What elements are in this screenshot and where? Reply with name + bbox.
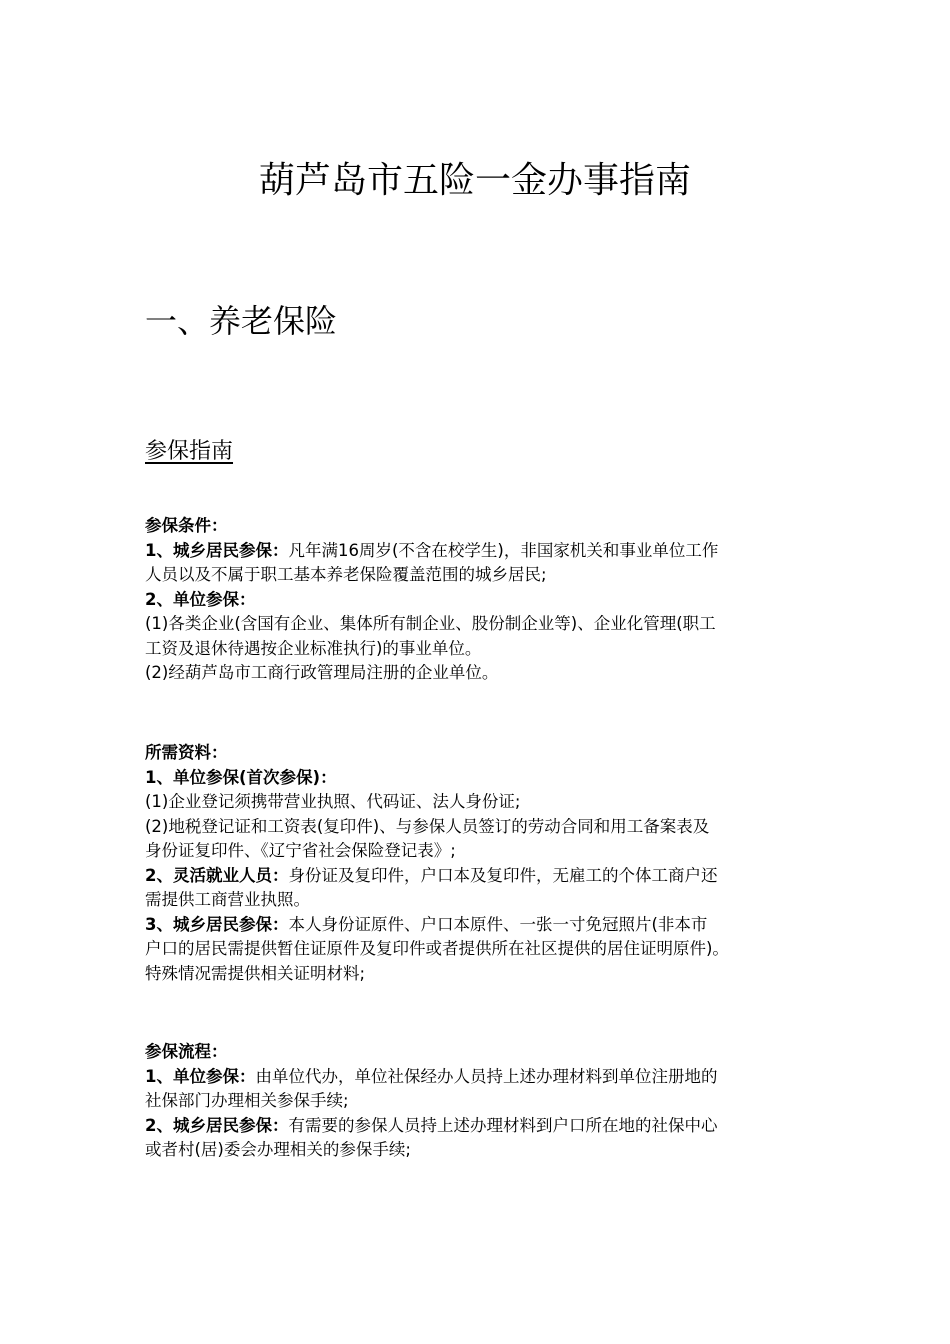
document-title: 葫芦岛市五险一金办事指南 xyxy=(258,160,691,201)
conditions-item-2-sub-1: (1)各类企业(含国有企业、集体所有制企业、股份制企业等)、企业化管理(职工 xyxy=(145,614,716,633)
materials-item-3-label: 3、城乡居民参保： xyxy=(145,914,289,934)
conditions-item-1 xyxy=(145,539,825,564)
materials-item-2-text: 身份证及复印件，户口本及复印件，无雇工的个体工商户还 xyxy=(288,865,718,885)
process-item-1 xyxy=(145,1065,825,1090)
conditions-item-1-text: 凡年满16周岁(不含在校学生)，非国家机关和事业单位工作 xyxy=(288,540,719,560)
materials-item-1-sub-1: (1)企业登记须携带营业执照、代码证、法人身份证; xyxy=(145,792,521,811)
process-item-2-label: 2、城乡居民参保： xyxy=(145,1115,289,1135)
process-item-1-label: 1、单位参保： xyxy=(145,1066,256,1086)
conditions-item-2-sub-1-continued: 工资及退休待遇按企业标准执行)的事业单位。 xyxy=(145,638,482,658)
process-item-2-text: 有需要的参保人员持上述办理材料到户口所在地的社保中心 xyxy=(288,1115,718,1135)
materials-item-2-label: 2、灵活就业人员： xyxy=(145,865,289,885)
conditions-block xyxy=(145,514,825,686)
materials-block xyxy=(145,741,825,986)
process-item-2 xyxy=(145,1114,825,1139)
materials-item-1-sub-2-continued: 身份证复印件、《辽宁省社会保险登记表》; xyxy=(145,841,456,860)
materials-heading: 所需资料： xyxy=(145,743,228,762)
conditions-heading: 参保条件： xyxy=(145,516,228,535)
process-item-1-text: 由单位代办，单位社保经办人员持上述办理材料到单位注册地的 xyxy=(255,1066,718,1086)
process-item-1-continued: 社保部门办理相关参保手续; xyxy=(145,1091,349,1110)
section-heading-pension: 一、养老保险 xyxy=(145,302,338,340)
materials-item-1-sub-2: (2)地税登记证和工资表(复印件)、与参保人员签订的劳动合同和用工备案表及 xyxy=(145,816,710,836)
conditions-item-1-continued: 人员以及不属于职工基本养老保险覆盖范围的城乡居民; xyxy=(145,565,547,584)
materials-item-3-continued: 户口的居民需提供暂住证原件及复印件或者提供所在社区提供的居住证明原件)。 xyxy=(145,939,729,958)
materials-item-1-label: 1、单位参保(首次参保)： xyxy=(145,767,337,787)
sub-heading-enrollment-guide: 参保指南 xyxy=(145,439,234,464)
conditions-item-2-sub-2: (2)经葫芦岛市工商行政管理局注册的企业单位。 xyxy=(145,663,499,682)
process-item-2-continued: 或者村(居)委会办理相关的参保手续; xyxy=(145,1140,411,1159)
materials-item-3 xyxy=(145,913,825,938)
materials-item-3-text: 本人身份证原件、户口本原件、一张一寸免冠照片(非本市 xyxy=(288,914,708,934)
materials-item-2 xyxy=(145,864,825,889)
process-block xyxy=(145,1040,825,1163)
process-heading: 参保流程： xyxy=(145,1042,228,1061)
materials-item-3-continued-2: 特殊情况需提供相关证明材料; xyxy=(145,963,366,983)
materials-item-2-continued: 需提供工商营业执照。 xyxy=(145,890,310,909)
conditions-item-1-label: 1、城乡居民参保： xyxy=(145,540,289,560)
conditions-item-2-label: 2、单位参保： xyxy=(145,589,256,609)
